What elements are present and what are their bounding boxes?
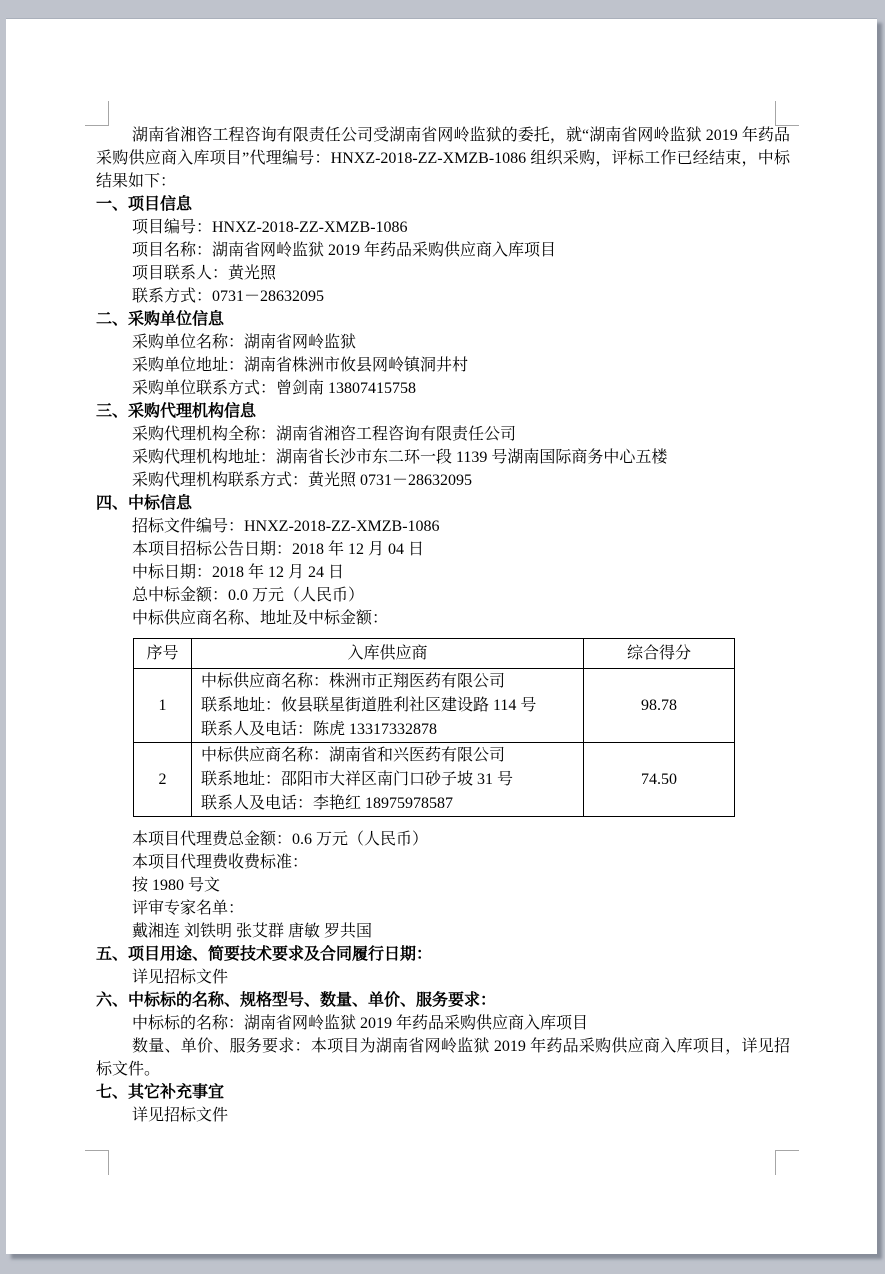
agency-fee-standard-line: 本项目代理费收费标准： — [132, 854, 309, 871]
score-value: 74.50 — [584, 743, 735, 817]
section-heading-supplementary: 七、其它补充事宜 — [96, 1084, 225, 1101]
supplier-table — [133, 638, 735, 817]
margin-crop-mark-top-left — [85, 101, 109, 126]
project-name-line: 项目名称：湖南省网岭监狱 2019 年药品采购供应商入库项目 — [132, 242, 557, 259]
document-page[interactable] — [6, 18, 877, 1254]
row-index: 2 — [134, 743, 192, 817]
col-header-index: 序号 — [134, 639, 192, 669]
supplier-address-line: 联系地址：邵阳市大祥区南门口砂子坡 31 号 — [201, 770, 514, 788]
purchaser-name-line: 采购单位名称：湖南省网岭监狱 — [132, 334, 357, 351]
table-header-row — [134, 639, 735, 669]
margin-crop-mark-bottom-left — [85, 1150, 109, 1175]
purchaser-address-line: 采购单位地址：湖南省株洲市攸县网岭镇洞井村 — [132, 357, 469, 374]
section-heading-agency-info: 三、采购代理机构信息 — [96, 403, 257, 420]
purchaser-contact-line: 采购单位联系方式：曾剑南 13807415758 — [132, 380, 417, 397]
fee-basis-line: 按 1980 号文 — [132, 877, 221, 894]
score-value: 98.78 — [584, 669, 735, 743]
project-phone-line: 联系方式：0731－28632095 — [132, 288, 325, 305]
section-heading-usage: 五、项目用途、简要技术要求及合同履行日期： — [96, 946, 433, 963]
section-heading-project-info: 一、项目信息 — [96, 196, 193, 213]
expert-list-label-line: 评审专家名单： — [132, 900, 245, 917]
margin-crop-mark-bottom-right — [775, 1150, 799, 1175]
margin-crop-mark-top-right — [775, 101, 799, 126]
section-heading-purchaser-info: 二、采购单位信息 — [96, 311, 225, 328]
agency-fee-total-line: 本项目代理费总金额：0.6 万元（人民币） — [132, 831, 429, 848]
supplier-details — [192, 743, 584, 817]
row-index: 1 — [134, 669, 192, 743]
announce-date-line: 本项目招标公告日期：2018 年 12 月 04 日 — [132, 541, 425, 558]
agency-contact-line: 采购代理机构联系方式：黄光照 0731－28632095 — [132, 472, 473, 489]
section-heading-award-info: 四、中标信息 — [96, 495, 193, 512]
intro-paragraph: 湖南省湘咨工程咨询有限责任公司受湖南省网岭监狱的委托，就“湖南省网岭监狱 2019 年药品采购供应商入库项目”代理编号：HNXZ-2018-ZZ-XMZB-1086 组织采购，评标工作已经结束，中标结果如下： — [96, 127, 790, 190]
table-row — [134, 669, 735, 743]
usage-detail-line: 详见招标文件 — [132, 969, 229, 986]
agency-address-line: 采购代理机构地址：湖南省长沙市东二环一段 1139 号湖南国际商务中心五楼 — [132, 449, 668, 466]
quantity-service-paragraph: 数量、单价、服务要求：本项目为湖南省网岭监狱 2019 年药品采购供应商入库项目，详见招标文件。 — [96, 1038, 790, 1078]
agency-name-line: 采购代理机构全称：湖南省湘咨工程咨询有限责任公司 — [132, 426, 517, 443]
supplier-details — [192, 669, 584, 743]
bid-doc-number-line: 招标文件编号：HNXZ-2018-ZZ-XMZB-1086 — [132, 518, 440, 535]
project-number-line: 项目编号：HNXZ-2018-ZZ-XMZB-1086 — [132, 219, 408, 236]
document-content — [96, 124, 790, 1127]
expert-names-line: 戴湘连 刘铁明 张艾群 唐敏 罗共国 — [132, 923, 373, 940]
total-amount-line: 总中标金额：0.0 万元（人民币） — [132, 587, 365, 604]
supplier-address-line: 联系地址：攸县联星街道胜利社区建设路 114 号 — [201, 696, 537, 714]
award-date-line: 中标日期：2018 年 12 月 24 日 — [132, 564, 345, 581]
col-header-supplier: 入库供应商 — [192, 639, 584, 669]
col-header-score: 综合得分 — [584, 639, 735, 669]
supplier-intro-line: 中标供应商名称、地址及中标金额： — [132, 610, 389, 627]
supplier-contact-line: 联系人及电话：李艳红 18975978587 — [201, 794, 454, 812]
supplier-name-line: 中标供应商名称：湖南省和兴医药有限公司 — [201, 746, 506, 764]
supplementary-detail-line: 详见招标文件 — [132, 1107, 229, 1124]
project-contact-line: 项目联系人：黄光照 — [132, 265, 277, 282]
supplier-contact-line: 联系人及电话：陈虎 13317332878 — [201, 720, 438, 738]
table-row — [134, 743, 735, 817]
supplier-name-line: 中标供应商名称：株洲市正翔医药有限公司 — [201, 672, 506, 690]
section-heading-award-subject: 六、中标标的名称、规格型号、数量、单价、服务要求： — [96, 992, 497, 1009]
award-subject-name-line: 中标标的名称：湖南省网岭监狱 2019 年药品采购供应商入库项目 — [132, 1015, 589, 1032]
